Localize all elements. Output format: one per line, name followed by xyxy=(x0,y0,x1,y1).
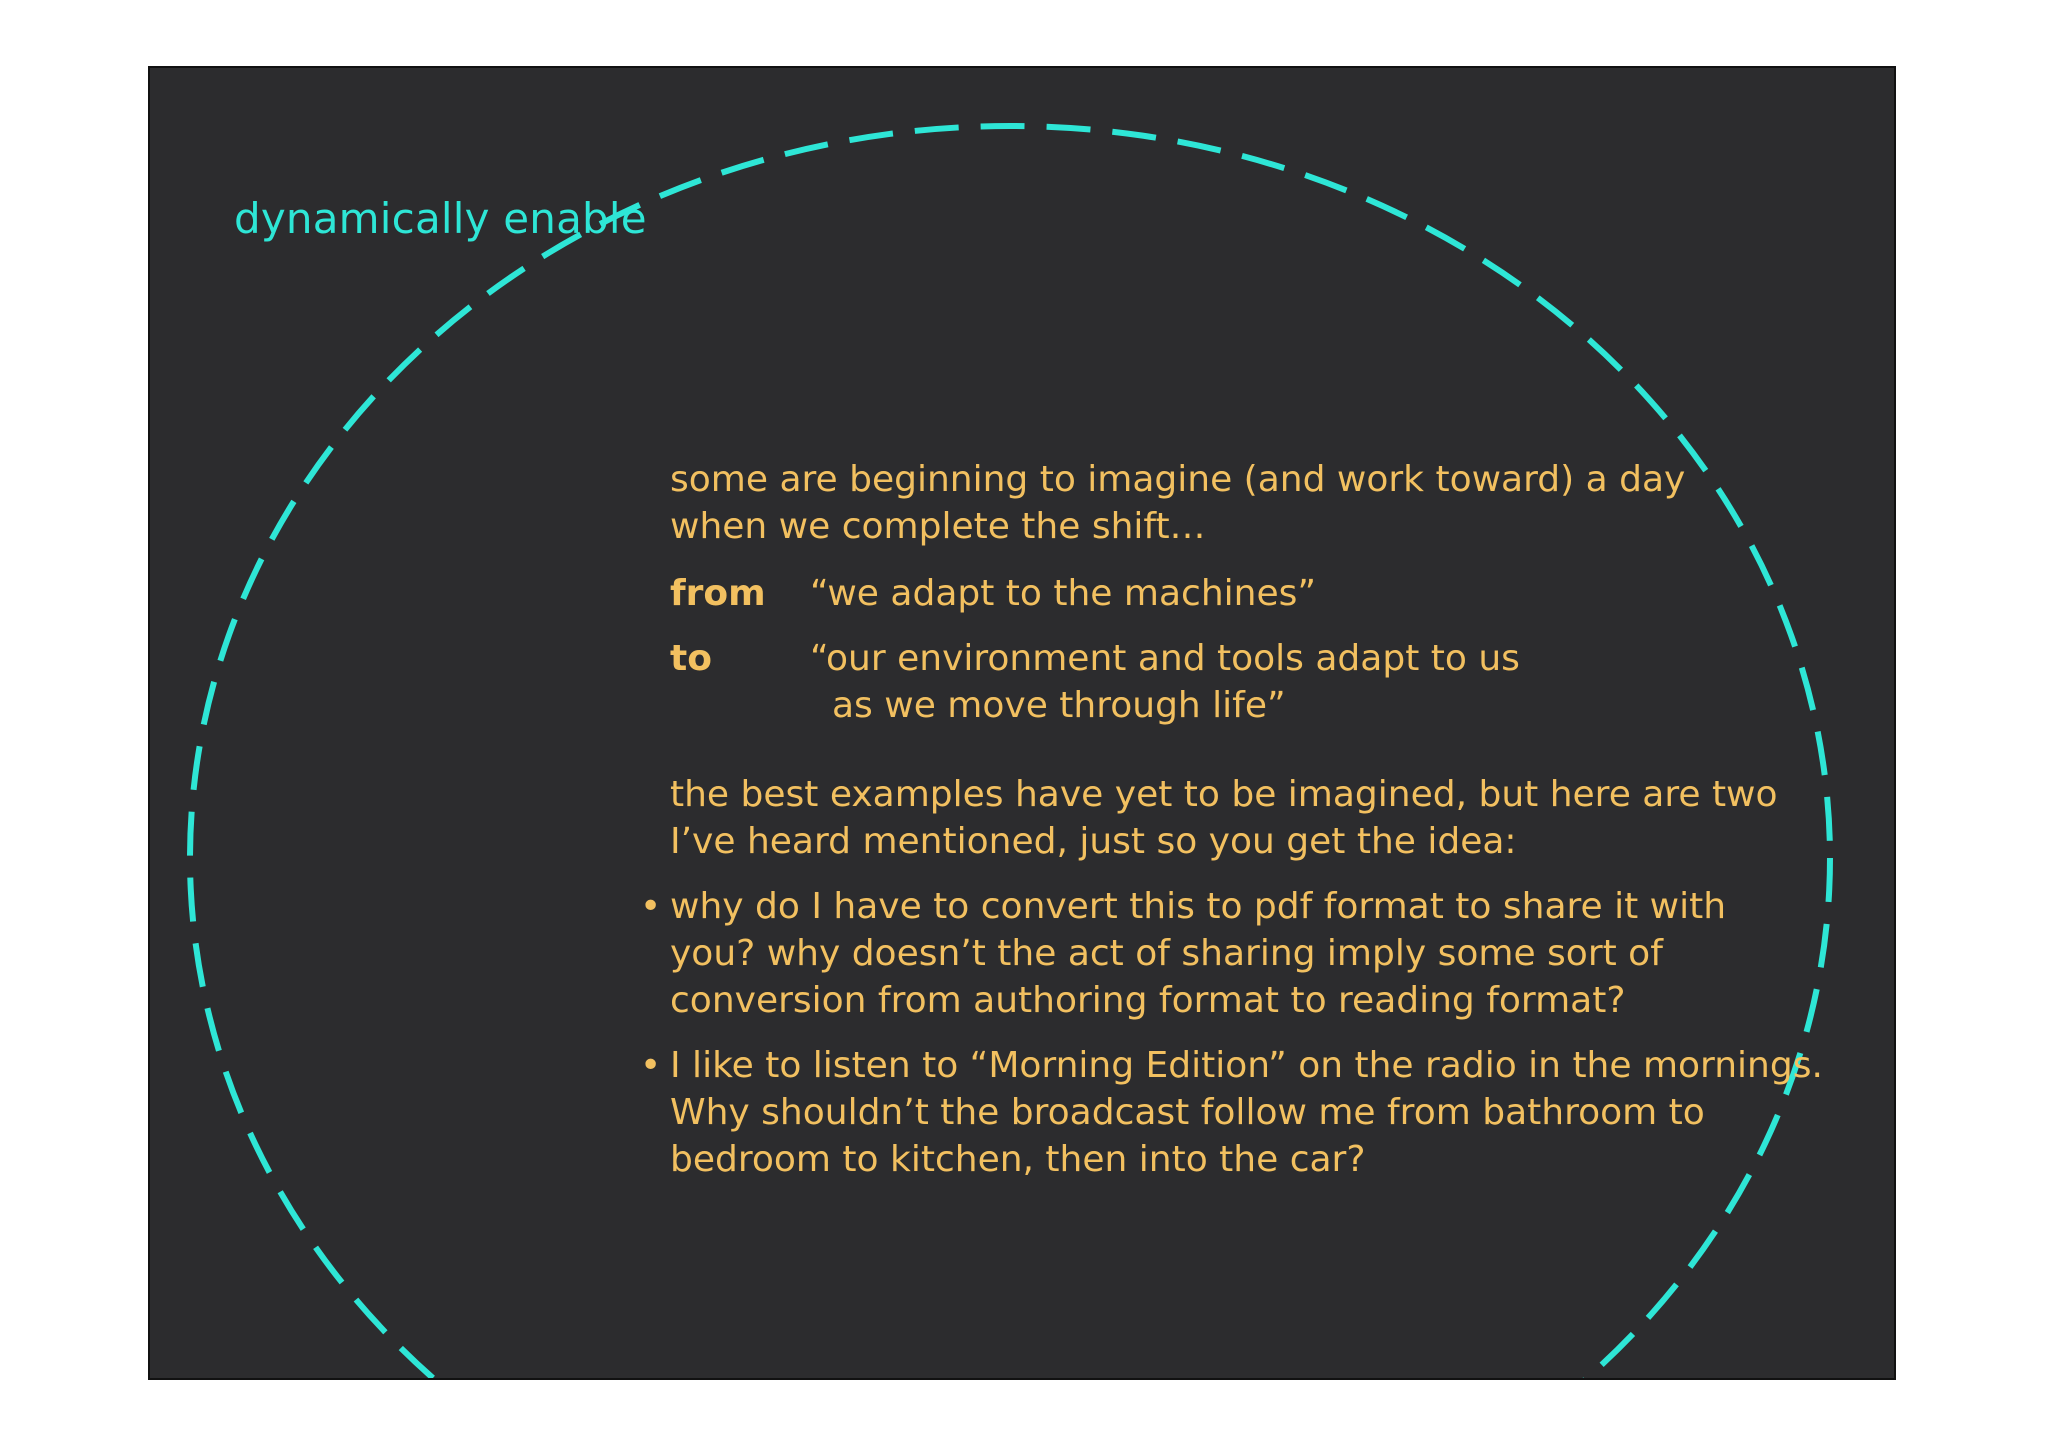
bullet-dot: • xyxy=(640,886,662,927)
from-text: “we adapt to the machines” xyxy=(810,573,1317,614)
examples-line: I’ve heard mentioned, just so you get the idea: xyxy=(670,821,1517,862)
to-text-line: as we move through life” xyxy=(832,685,1286,726)
bullet-line: bedroom to kitchen, then into the car? xyxy=(670,1139,1366,1180)
bullet-line: conversion from authoring format to reading format? xyxy=(670,980,1626,1021)
to-row xyxy=(670,635,1860,729)
intro-paragraph xyxy=(670,456,1860,550)
to-text-line: “our environment and tools adapt to us xyxy=(810,638,1520,679)
bullet-line: I like to listen to “Morning Edition” on the radio in the mornings. xyxy=(670,1045,1823,1086)
bullet-item xyxy=(640,1042,1860,1183)
slide-title: dynamically enable xyxy=(234,194,647,243)
bullet-line: why do I have to convert this to pdf format to share it with xyxy=(670,886,1727,927)
bullet-line: you? why doesn’t the act of sharing imply some sort of xyxy=(670,933,1663,974)
bullet-item xyxy=(640,883,1860,1024)
bullet-dot: • xyxy=(640,1045,662,1086)
to-label: to xyxy=(670,638,712,679)
slide xyxy=(148,66,1896,1380)
bullet-line: Why shouldn’t the broadcast follow me from bathroom to xyxy=(670,1092,1705,1133)
slide-body xyxy=(640,456,1860,1201)
from-label: from xyxy=(670,573,766,614)
examples-paragraph xyxy=(670,771,1860,865)
from-row xyxy=(670,570,1860,617)
intro-line: when we complete the shift… xyxy=(670,506,1206,547)
intro-line: some are beginning to imagine (and work toward) a day xyxy=(670,459,1686,500)
examples-line: the best examples have yet to be imagined, but here are two xyxy=(670,774,1778,815)
